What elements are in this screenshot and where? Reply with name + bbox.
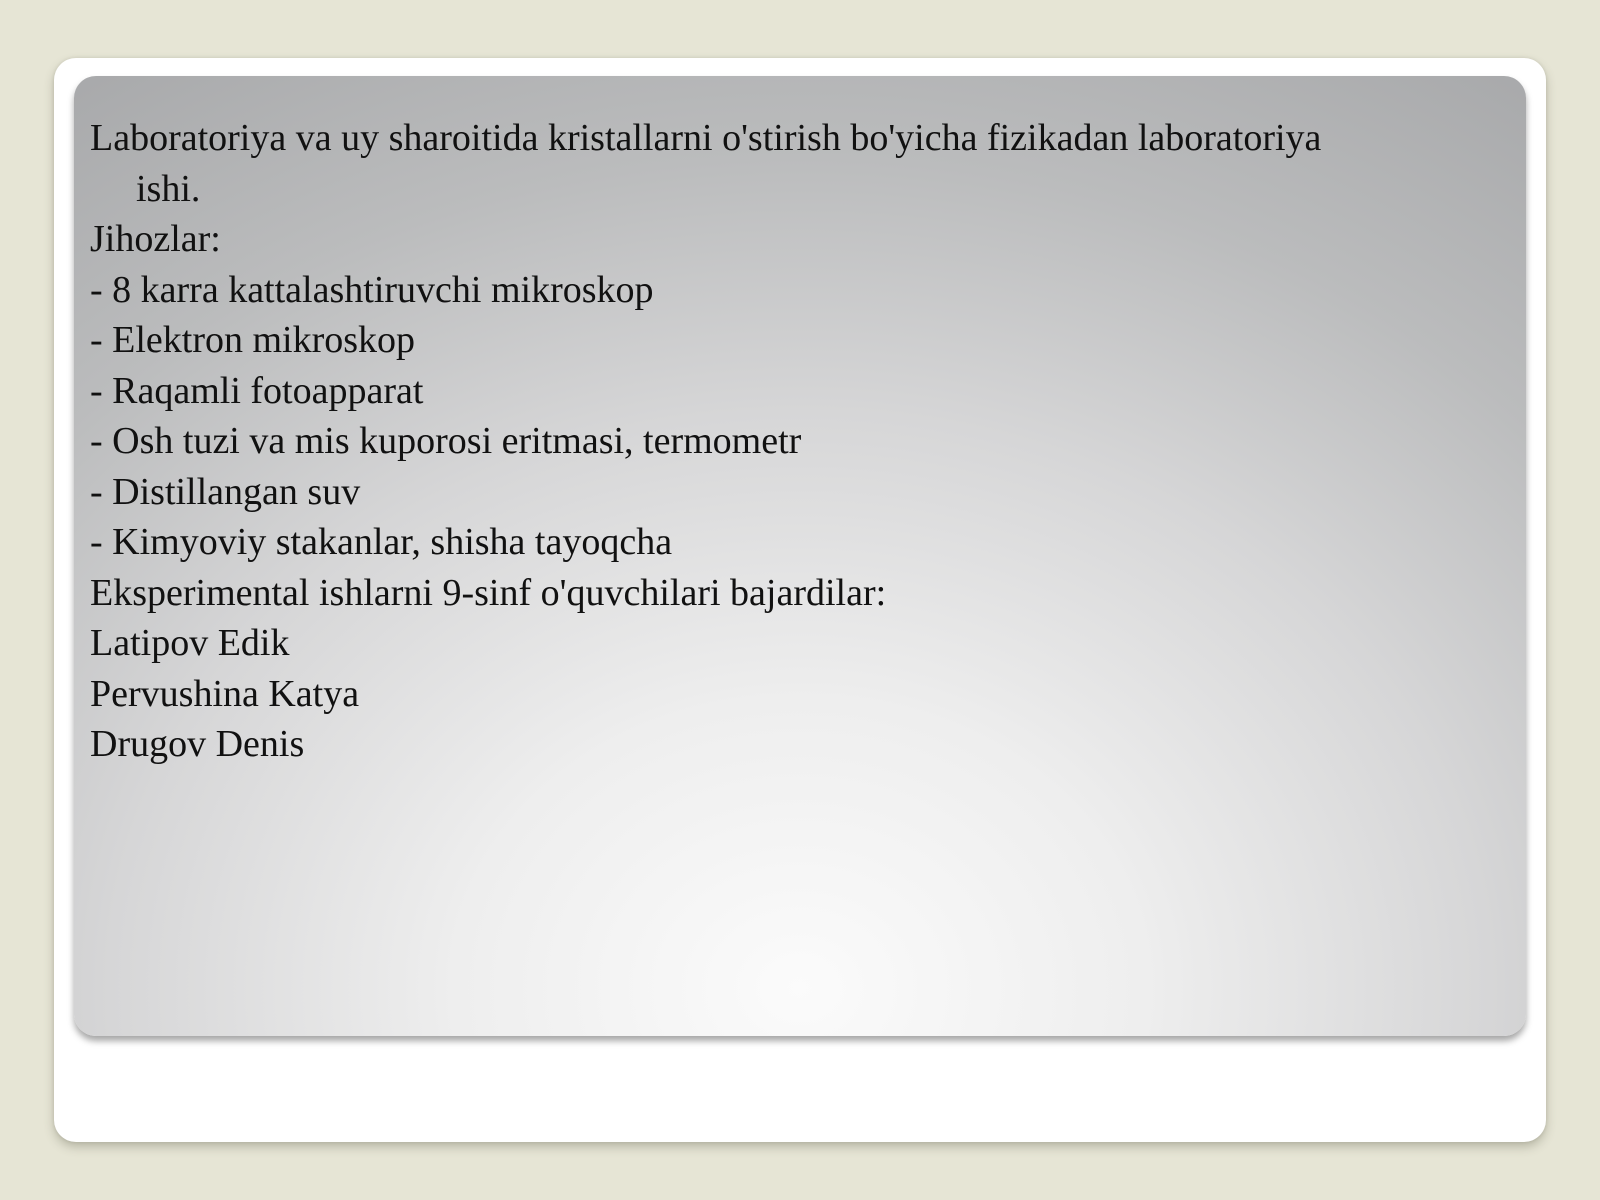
student-name: Latipov Edik	[90, 622, 290, 664]
equipment-item: - Elektron mikroskop	[90, 319, 416, 361]
equipment-item: - 8 karra kattalashtiruvchi mikroskop	[90, 268, 654, 311]
title-line: Laboratoriya va uy sharoitida kristallarni o'stirish bo'yicha fizikadan laboratoriya	[90, 117, 1322, 159]
slide-body-text	[90, 113, 1510, 770]
performers-heading: Eksperimental ishlarni 9-sinf o'quvchilari bajardilar:	[90, 571, 887, 614]
equipment-item: - Distillangan suv	[90, 470, 361, 513]
student-name: Drugov Denis	[90, 723, 305, 765]
equipment-item: - Osh tuzi va mis kuporosi eritmasi, termometr	[90, 420, 802, 462]
equipment-item: - Raqamli fotoapparat	[90, 369, 424, 412]
equipment-item: - Kimyoviy stakanlar, shisha tayoqcha	[90, 521, 673, 563]
equipment-heading: Jihozlar:	[90, 218, 221, 260]
title-line-continuation: ishi.	[136, 167, 201, 210]
student-name: Pervushina Katya	[90, 672, 360, 715]
